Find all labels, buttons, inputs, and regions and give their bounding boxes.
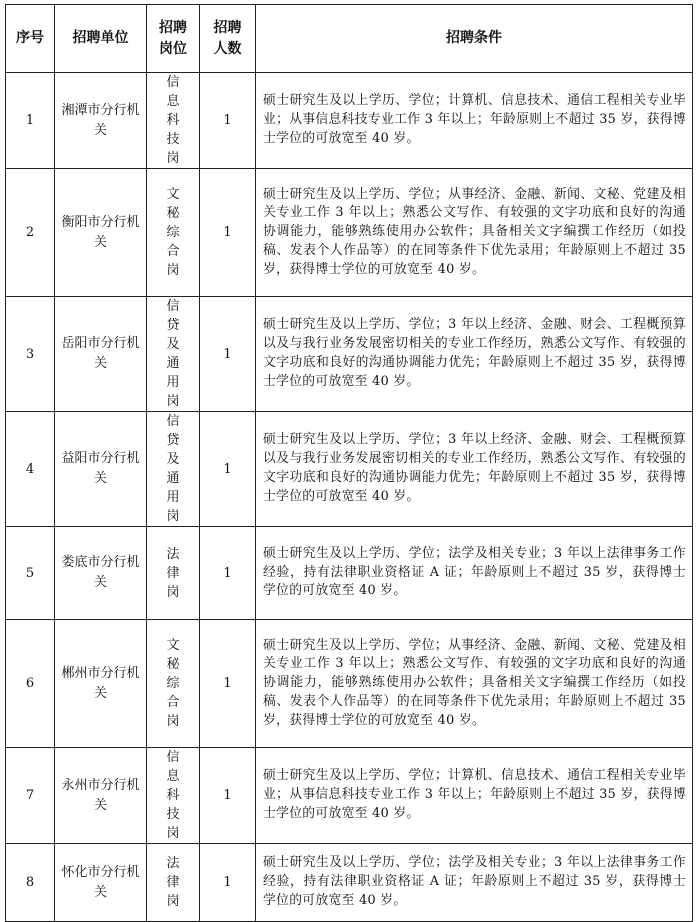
cell-count: 1 [200,748,256,844]
cell-count: 1 [200,73,256,169]
cell-post: 信贷及通用岗 [147,297,200,412]
cell-condition: 硕士研究生及以上学历、学位；从事经济、金融、新闻、文秘、党建及相关专业工作 3 年以上；熟悉公文写作、有较强的文字功底和良好的沟通协调能力，能够熟练使用办公软件；具备相关文字编撰工作经历（如投稿、发表个人作品等）的在同等条件下优先录用；年龄原则上不超过 35 岁，获得博士学位的可放宽至 40 岁。 [256,169,693,297]
cell-count: 1 [200,412,256,527]
cell-seq: 3 [6,297,55,412]
cell-seq: 5 [6,527,55,620]
cell-count: 1 [200,620,256,748]
cell-seq: 1 [6,73,55,169]
cell-count: 1 [200,844,256,922]
cell-unit: 衡阳市分行机关 [55,169,147,297]
cell-condition: 硕士研究生及以上学历、学位；法学及相关专业；3 年以上法律事务工作经验，持有法律职业资格证 A 证；年龄原则上不超过 35 岁，获得博士学位的可放宽至 40 岁。 [256,527,693,620]
cell-seq: 8 [6,844,55,922]
recruitment-table [5,4,693,922]
cell-seq: 4 [6,412,55,527]
cell-condition: 硕士研究生及以上学历、学位；法学及相关专业；3 年以上法律事务工作经验，持有法律职业资格证 A 证；年龄原则上不超过 35 岁，获得博士学位的可放宽至 40 岁。 [256,844,693,922]
table-row [6,748,693,844]
recruitment-table-wrapper [5,4,693,922]
cell-count: 1 [200,527,256,620]
cell-seq: 6 [6,620,55,748]
cell-condition: 硕士研究生及以上学历、学位；计算机、信息技术、通信工程相关专业毕业；从事信息科技专业工作 3 年以上；年龄原则上不超过 35 岁，获得博士学位的可放宽至 40 岁。 [256,73,693,169]
table-row [6,527,693,620]
cell-unit: 娄底市分行机关 [55,527,147,620]
cell-condition: 硕士研究生及以上学历、学位；3 年以上经济、金融、财会、工程概预算以及与我行业务发展密切相关的专业工作经历，熟悉公文写作、有较强的文字功底和良好的沟通协调能力优先；年龄原则上不超过 35 岁，获得博士学位的可放宽至 40 岁。 [256,412,693,527]
table-row [6,844,693,922]
table-row [6,412,693,527]
cell-post: 信息科技岗 [147,73,200,169]
header-condition: 招聘条件 [256,5,693,73]
cell-post: 法律岗 [147,527,200,620]
header-seq: 序号 [6,5,55,73]
cell-post: 法律岗 [147,844,200,922]
table-row [6,169,693,297]
cell-post: 信贷及通用岗 [147,412,200,527]
cell-unit: 永州市分行机关 [55,748,147,844]
table-row [6,73,693,169]
cell-count: 1 [200,297,256,412]
cell-post: 信息科技岗 [147,748,200,844]
cell-post: 文秘综合岗 [147,620,200,748]
cell-unit: 怀化市分行机关 [55,844,147,922]
header-unit: 招聘单位 [55,5,147,73]
cell-unit: 湘潭市分行机关 [55,73,147,169]
cell-count: 1 [200,169,256,297]
cell-unit: 益阳市分行机关 [55,412,147,527]
cell-seq: 7 [6,748,55,844]
table-row [6,620,693,748]
cell-post: 文秘综合岗 [147,169,200,297]
cell-condition: 硕士研究生及以上学历、学位；3 年以上经济、金融、财会、工程概预算以及与我行业务发展密切相关的专业工作经历，熟悉公文写作、有较强的文字功底和良好的沟通协调能力优先；年龄原则上不超过 35 岁，获得博士学位的可放宽至 40 岁。 [256,297,693,412]
cell-seq: 2 [6,169,55,297]
cell-unit: 郴州市分行机关 [55,620,147,748]
header-row [6,5,693,73]
cell-condition: 硕士研究生及以上学历、学位；计算机、信息技术、通信工程相关专业毕业；从事信息科技专业工作 3 年以上；年龄原则上不超过 35 岁，获得博士学位的可放宽至 40 岁。 [256,748,693,844]
header-count: 招聘 人数 [200,5,256,73]
header-post: 招聘 岗位 [147,5,200,73]
cell-condition: 硕士研究生及以上学历、学位；从事经济、金融、新闻、文秘、党建及相关专业工作 3 年以上；熟悉公文写作、有较强的文字功底和良好的沟通协调能力，能够熟练使用办公软件；具备相关文字编撰工作经历（如投稿、发表个人作品等）的在同等条件下优先录用；年龄原则上不超过 35 岁，获得博士学位的可放宽至 40 岁。 [256,620,693,748]
table-row [6,297,693,412]
cell-unit: 岳阳市分行机关 [55,297,147,412]
